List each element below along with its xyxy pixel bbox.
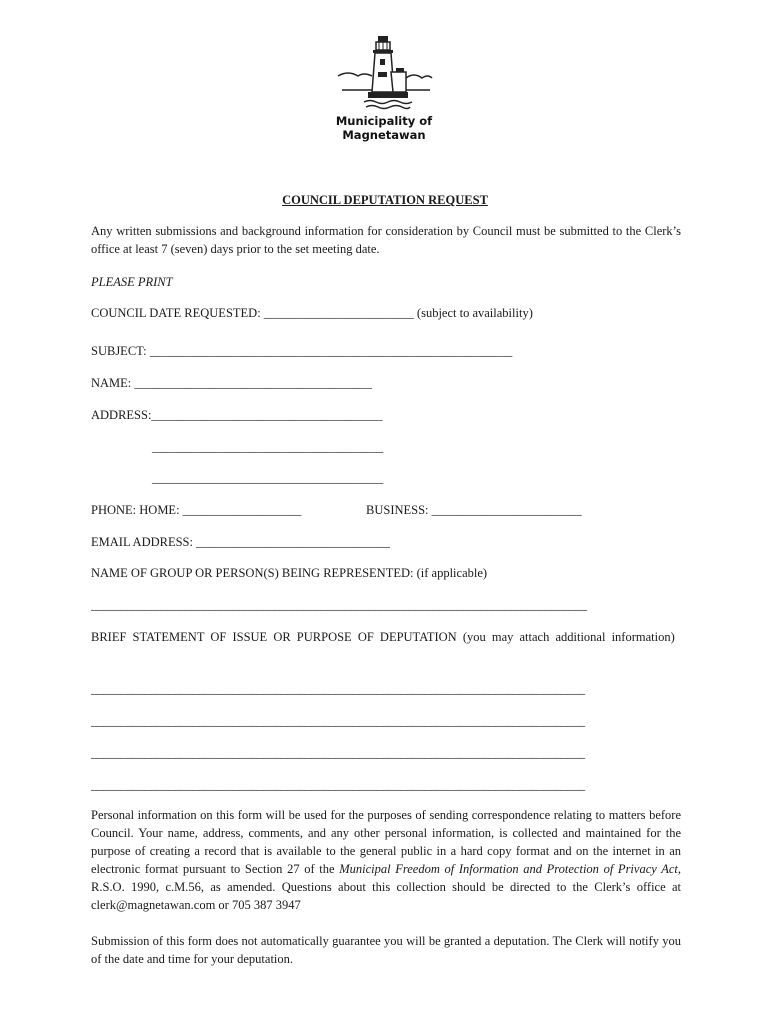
date-requested-field[interactable]: COUNCIL DATE REQUESTED: ________________________ (subject to availability) xyxy=(91,306,533,320)
statement-line[interactable]: ___________________________________________________________________________________ xyxy=(91,746,585,760)
municipality-logo xyxy=(334,32,434,142)
address-field[interactable]: ADDRESS:_____________________________________ xyxy=(91,408,383,422)
phone-home-field[interactable]: PHONE: HOME: ___________________ xyxy=(91,503,302,517)
name-field[interactable]: NAME: ______________________________________ xyxy=(91,376,372,390)
business-phone-field[interactable]: BUSINESS: ________________________ xyxy=(366,503,582,517)
privacy-act-name: Municipal Freedom of Information and Protection of Privacy Act, xyxy=(339,862,682,876)
subject-field[interactable]: SUBJECT: __________________________________________________________ xyxy=(91,344,513,358)
statement-line[interactable]: ___________________________________________________________________________________ xyxy=(91,778,585,792)
statement-line[interactable]: ___________________________________________________________________________________ xyxy=(91,682,585,696)
email-field[interactable]: EMAIL ADDRESS: _______________________________ xyxy=(91,535,390,549)
form-title: COUNCIL DEPUTATION REQUEST xyxy=(282,193,488,207)
lighthouse-icon xyxy=(334,32,434,114)
privacy-text-2: R.S.O. 1990, c.M.56, as amended. Questions about this collection should be directed to the Clerk’s office at clerk@magnetawan.com or 705 387 3947 xyxy=(91,880,681,912)
statement-line[interactable]: ___________________________________________________________________________________ xyxy=(91,714,585,728)
please-print-note: PLEASE PRINT xyxy=(91,275,173,289)
intro-paragraph: Any written submissions and background information for consideration by Council must be submitted to the Clerk’s office at least 7 (seven) days prior to the set meeting date. xyxy=(91,224,681,256)
privacy-notice xyxy=(91,806,681,914)
disclaimer-paragraph: Submission of this form does not automatically guarantee you will be granted a deputation. The Clerk will notify you of the date and time for your deputation. xyxy=(91,934,681,966)
logo-line-1: Municipality of xyxy=(335,114,433,128)
address-line-3[interactable]: _____________________________________ xyxy=(152,471,384,485)
privacy-text-1: Personal information on this form will be used for the purposes of sending correspondence relating to matters before Council. Your name, address, comments, and any other personal information, is collected and maintained for the purpose of creating a record that is available to the general public in a hard copy format and on the internet in an electronic format pursuant to Section 27 of the xyxy=(91,808,681,876)
brief-statement-label: BRIEF STATEMENT OF ISSUE OR PURPOSE OF DEPUTATION (you may attach additional information) xyxy=(91,630,675,644)
logo-line-2: Magnetawan xyxy=(342,128,426,142)
address-line-2[interactable]: _____________________________________ xyxy=(152,440,384,454)
group-represented-line[interactable]: ____________________________________________________________________________________ xyxy=(91,598,587,612)
group-represented-label: NAME OF GROUP OR PERSON(S) BEING REPRESENTED: (if applicable) xyxy=(91,566,488,580)
